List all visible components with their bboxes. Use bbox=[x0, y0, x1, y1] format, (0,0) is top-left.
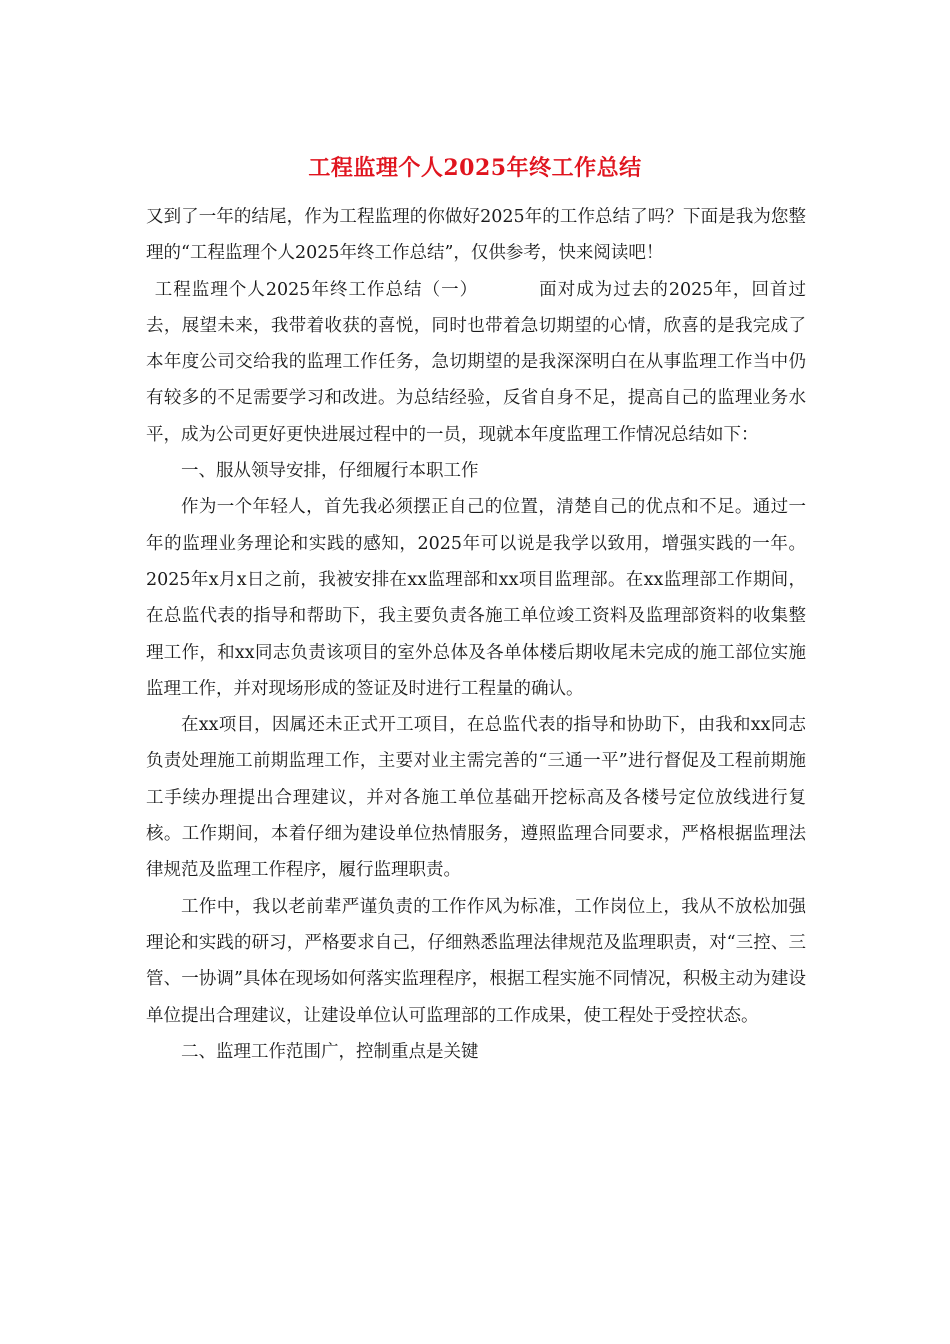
paragraph-1: 作为一个年轻人，首先我必须摆正自己的位置，清楚自己的优点和不足。通过一年的监理业务理论和实践的感知，2025年可以说是我学以致用，增强实践的一年。2025年x月x日之前，我被安排在xx监理部和xx项目监理部。在xx监理部工作期间，在总监代表的指导和帮助下，我主要负责各施工单位竣工资料及监理部资料的收集整理工作，和xx同志负责该项目的室外总体及各单体楼后期收尾未完成的施工部位实施监理工作，并对现场形成的签证及时进行工程量的确认。 bbox=[146, 497, 806, 699]
opening-paragraph bbox=[146, 272, 806, 453]
document-title: 工程监理个人2025年终工作总结 bbox=[308, 155, 642, 181]
heading-2: 二、监理工作范围广，控制重点是关键 bbox=[181, 1041, 479, 1062]
intro-paragraph: 又到了一年的结尾，作为工程监理的你做好2025年的工作总结了吗？下面是我为您整理的“工程监理个人2025年终工作总结”，仅供参考，快来阅读吧！ bbox=[146, 207, 806, 264]
paragraph-2: 在xx项目，因属还未正式开工项目，在总监代表的指导和协助下，由我和xx同志负责处理施工前期监理工作，主要对业主需完善的“三通一平”进行督促及工程前期施工手续办理提出合理建议，并对各施工单位基础开挖标高及各楼号定位放线进行复核。工作期间，本着仔细为建设单位热情服务，遵照监理合同要求，严格根据监理法律规范及监理工作程序，履行监理职责。 bbox=[146, 715, 806, 881]
document-body bbox=[146, 199, 806, 1070]
heading-1: 一、服从领导安排，仔细履行本职工作 bbox=[181, 461, 479, 482]
section-heading: 工程监理个人2025年终工作总结（一） bbox=[154, 279, 479, 300]
paragraph-3: 工作中，我以老前辈严谨负责的工作作风为标准，工作岗位上，我从不放松加强理论和实践的研习，严格要求自己，仔细熟悉监理法律规范及监理职责，对“三控、三管、一协调”具体在现场如何落实监理程序，根据工程实施不同情况，积极主动为建设单位提出合理建议，让建设单位认可监理部的工作成果，使工程处于受控状态。 bbox=[146, 896, 806, 1026]
opening-text: 面对成为过去的2025年，回首过去，展望未来，我带着收获的喜悦，同时也带着急切期望的心情，欣喜的是我完成了本年度公司交给我的监理工作任务，急切期望的是我深深明白在从事监理工作当中仍有较多的不足需要学习和改进。为总结经验，反省自身不足，提高自己的监理业务水平，成为公司更好更快进展过程中的一员，现就本年度监理工作情况总结如下： bbox=[146, 279, 806, 445]
